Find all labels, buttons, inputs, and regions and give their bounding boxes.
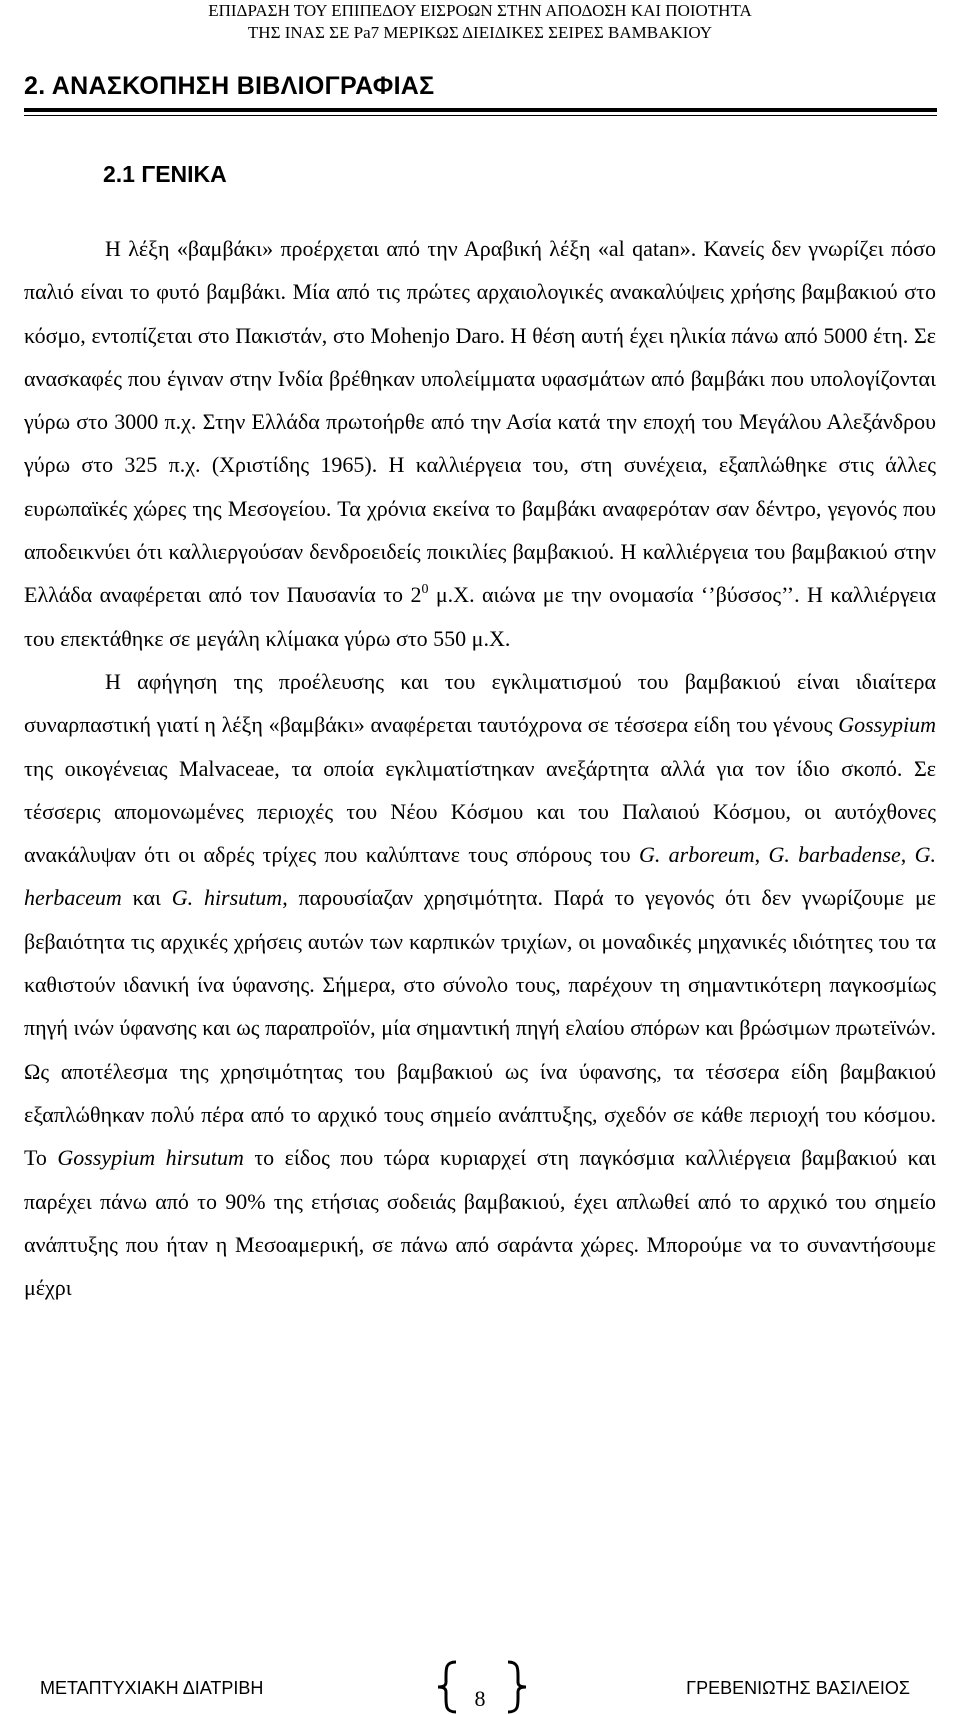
italic-species: G. herbaceum (24, 842, 937, 911)
title-rule-thick (24, 108, 937, 112)
paragraph-1-text-cont: μ.Χ. αιώνα με την ονομασία ‘’βύσσος’’. Η καλλιέργεια του επεκτάθηκε σε μεγάλη κλίμακα γύρω στο 550 μ.Χ. (24, 582, 936, 651)
running-header-line-1: ΕΠΙΔΡΑΣΗ ΤΟΥ ΕΠΙΠΕΔΟΥ ΕΙΣΡΟΩΝ ΣΤΗΝ ΑΠΟΔΟΣΗ ΚΑΙ ΠΟΙΟΤΗΤΑ (208, 1, 752, 20)
running-header (180, 0, 780, 44)
paragraph-1-text: Η λέξη «βαμβάκι» προέρχεται από την Αραβική λέξη «al qatan». Κανείς δεν γνωρίζει πόσο παλιό είναι το φυτό βαμβάκι. Μία από τις πρώτες αρχαιολογικές ανακαλύψεις χρήσης βαμβακιού στο κόσμο, εντοπίζεται στο Πακιστάν, στο Mohenjo Daro. Η θέση αυτή έχει ηλικία πάνω από 5000 έτη. Σε ανασκαφές που έγιναν στην Ινδία βρέθηκαν υπολείμματα υφασμάτων από βαμβάκι που υπολογίζονται γύρω στο 3000 π.χ. Στην Ελλάδα πρωτοήρθε από την Ασία κατά την εποχή του Μεγάλου Αλεξάνδρου γύρω στο 325 π.χ. (Χριστίδης 1965). Η καλλιέργεια του, στη συνέχεια, εξαπλώθηκε στις άλλες ευρωπαϊκές χώρες της Μεσογείου. Τα χρόνια εκείνα το βαμβάκι αναφερόταν σαν δέντρο, γεγονός που αποδεικνύει ότι καλλιεργούσαν δενδροειδείς ποικιλίες βαμβακιού. Η καλλιέργεια του βαμβακιού στην Ελλάδα αναφέρεται από τον Παυσανία το 2 (24, 236, 936, 608)
paragraph-1 (24, 227, 936, 660)
text-run: Η αφήγηση της προέλευσης και του εγκλιματισμού του βαμβακιού είναι ιδιαίτερα συναρπαστική γιατί η λέξη «βαμβάκι» αναφέρεται ταυτόχρονα σε τέσσερα είδη του γένους (24, 668, 936, 738)
italic-species: Gossypium (838, 712, 936, 738)
footer-right-label: ΓΡΕΒΕΝΙΩΤΗΣ ΒΑΣΙΛΕΙΟΣ (686, 1678, 910, 1698)
text-run: , παρουσίαζαν χρησιμότητα. Παρά το γεγονός ότι δεν γνωρίζουμε με βεβαιότητα τις αρχικές χρήσεις αυτών των καρπικών τριχίων, οι μοναδικές μηχανικές ιδιότητες του τα καθιστούν ιδανική ίνα ύφανσης. Σήμερα, στο σύνολο τους, παρέχουν τη σημαντικότερη παγκοσμίως πηγή ινών ύφανσης και ως παραπροϊόν, μία σημαντική πηγή ελαίου σπόρων και βρώσιμων πρωτεϊνών. Ως αποτέλεσμα της χρησιμότητας του βαμβακιού ως ίνα ύφανσης, τα τέσσερα είδη βαμβακιού εξαπλώθηκαν πολύ πέρα από το αρχικό τους σημείο ανάπτυξης, σχεδόν σε κάθε περιοχή του κόσμου. Το (24, 885, 937, 1171)
page-number: 8 (474, 1686, 486, 1711)
italic-species: G. arboreum (638, 842, 755, 868)
left-brace-icon (434, 1660, 462, 1714)
text-run: και (121, 885, 172, 911)
italic-species: G. hirsutum (171, 885, 283, 911)
body-text (24, 227, 936, 1309)
section-title: 2.1 ΓΕΝΙΚΑ (103, 161, 227, 187)
superscript: 0 (421, 582, 429, 598)
italic-species: G. barbadense (768, 842, 901, 868)
running-header-line-2: ΤΗΣ ΙΝΑΣ ΣΕ Pa7 ΜΕΡΙΚΩΣ ΔΙΕΙΔΙΚΕΣ ΣΕΙΡΕΣ ΒΑΜΒΑΚΙΟΥ (247, 23, 713, 42)
text-run: , (900, 842, 915, 868)
italic-species: Gossypium hirsutum (57, 1145, 244, 1171)
text-run: της οικογένειας Malvaceae, τα οποία εγκλιματίστηκαν ανεξάρτητα αλλά για τον ίδιο σκοπό. Σε τέσσερις απομονωμένες περιοχές του Νέου Κόσμου και του Παλαιού Κόσμου, οι αυτόχθονες ανακάλυψαν ότι οι αδρές τρίχες που καλύπτανε τους σπόρους του (24, 755, 936, 868)
text-run: , (754, 842, 769, 868)
paragraph-2 (24, 660, 936, 1309)
footer-left-label: ΜΕΤΑΠΤΥΧΙΑΚΗ ΔΙΑΤΡΙΒΗ (40, 1678, 264, 1698)
right-brace-icon (502, 1660, 530, 1714)
chapter-title: 2. ΑΝΑΣΚΟΠΗΣΗ ΒΙΒΛΙΟΓΡΑΦΙΑΣ (24, 72, 435, 100)
title-rule-thin (24, 115, 937, 116)
text-run: το είδος που τώρα κυριαρχεί στη παγκόσμια καλλιέργεια βαμβακιού και παρέχει πάνω από το 90% της ετήσιας σοδειάς βαμβακιού, έχει απλωθεί από το αρχικό του σημείο ανάπτυξης που ήταν η Μεσοαμερική, σε πάνω από σαράντα χώρες. Μπορούμε να το συναντήσουμε μέχρι (24, 1145, 936, 1301)
